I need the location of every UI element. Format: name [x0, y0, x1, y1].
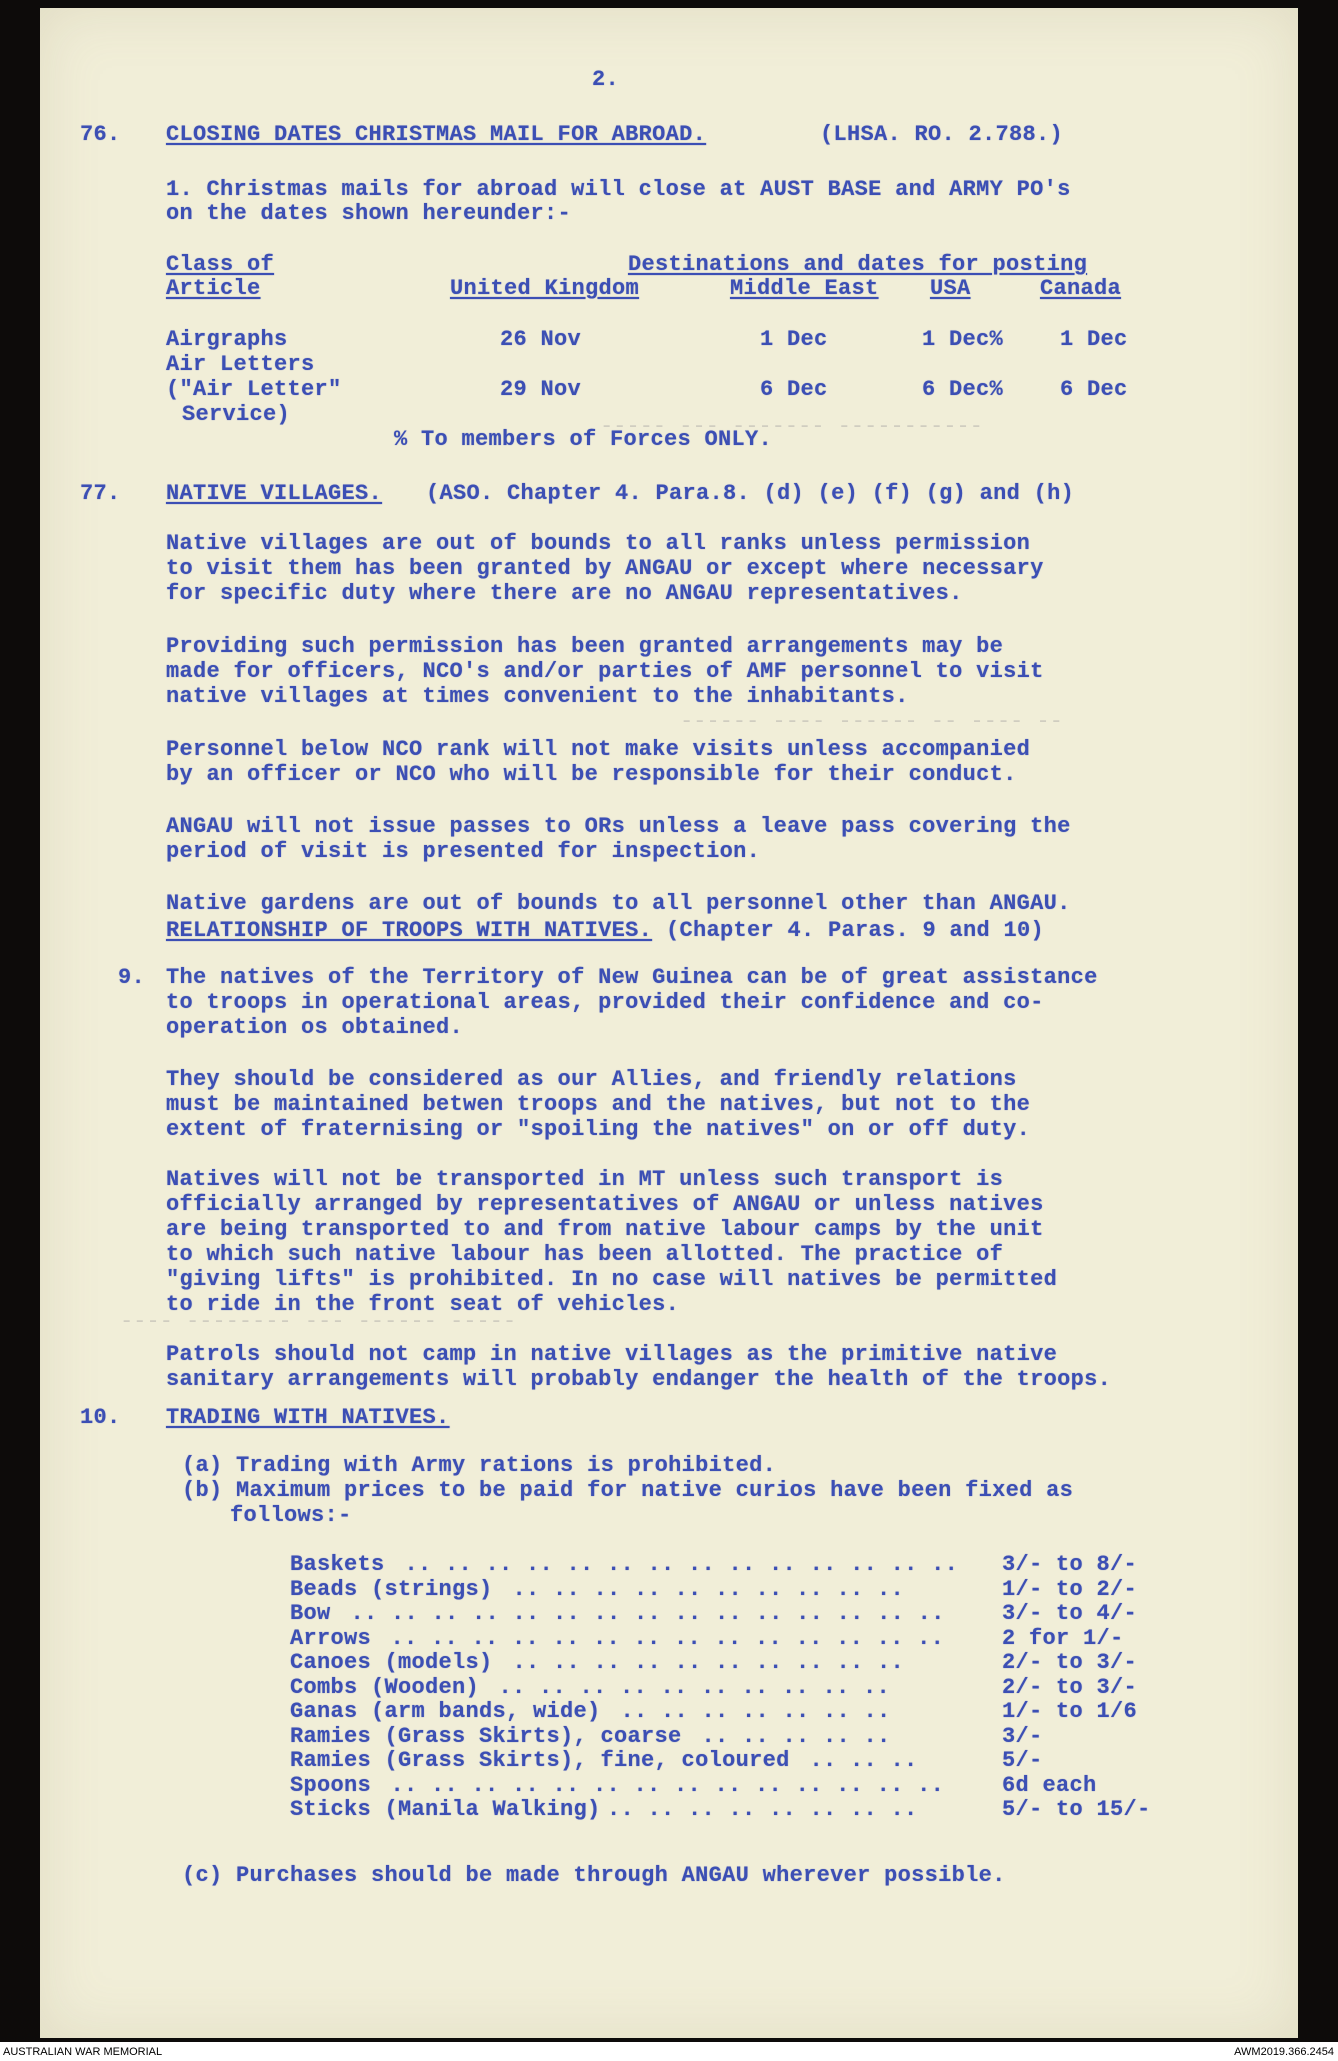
- section-77-reference: (ASO. Chapter 4. Para.8. (d) (e) (f) (g) and (h): [426, 481, 1075, 506]
- price-value: 2/- to 3/-: [1002, 1674, 1138, 1700]
- price-item: Sticks (Manila Walking): [290, 1797, 601, 1822]
- col-header-usa: USA: [930, 276, 971, 301]
- para-line: Personnel below NCO rank will not make visits unless accompanied: [166, 737, 1031, 762]
- section-77-title: NATIVE VILLAGES.: [166, 481, 383, 506]
- table-cell-canada: 6 Dec: [1060, 377, 1128, 402]
- table-cell-me: 6 Dec: [760, 377, 828, 402]
- para-line: for specific duty where there are no ANGAU representatives.: [166, 581, 963, 606]
- price-item: Canoes (models): [290, 1650, 493, 1675]
- para-line: Patrols should not camp in native villages as the primitive native: [166, 1342, 1058, 1367]
- price-value: 5/-: [1002, 1748, 1043, 1773]
- price-leader-dots: .. .. .. .. .. .. .. .. .. .. .. .. .. .. ..: [337, 1601, 945, 1626]
- para-line: "giving lifts" is prohibited. In no case will natives be permitted: [166, 1267, 1058, 1292]
- section-76-para-line: 1. Christmas mails for abroad will close at AUST BASE and ARMY PO's: [166, 177, 1071, 202]
- col-header-destinations: Destinations and dates for posting: [628, 252, 1088, 277]
- price-value: 5/- to 15/-: [1002, 1797, 1151, 1822]
- price-leader-dots: .. .. .. .. .. .. .. .. .. .. .. .. .. ..: [377, 1625, 945, 1651]
- price-item: Ramies (Grass Skirts), fine, coloured: [290, 1748, 790, 1773]
- para-line: made for officers, NCO's and/or parties of AMF personnel to visit: [166, 659, 1044, 684]
- para-line: Native villages are out of bounds to all ranks unless permission: [166, 531, 1031, 556]
- para-line: to troops in operational areas, provided their confidence and co-: [166, 990, 1044, 1015]
- archive-credit: AUSTRALIAN WAR MEMORIAL: [3, 2046, 163, 2058]
- relationship-title: RELATIONSHIP OF TROOPS WITH NATIVES.: [166, 918, 653, 943]
- para-line: to which such native labour has been allotted. The practice of: [166, 1242, 1004, 1267]
- bleed-through-text: ----------- ------- --- -----: [600, 414, 983, 439]
- para-line: Natives will not be transported in MT unless such transport is: [166, 1167, 1004, 1192]
- document-page: [40, 8, 1298, 2038]
- price-leader-dots: .. .. .. .. .. .. ..: [607, 1699, 891, 1724]
- bleed-through-text: -- ---- -- ------ ---- ------: [680, 709, 1063, 734]
- item-c: (c) Purchases should be made through ANGAU wherever possible.: [182, 1863, 1006, 1888]
- price-item: Beads (strings): [290, 1576, 493, 1602]
- price-value: 3/-: [1002, 1723, 1043, 1749]
- para-line: operation os obtained.: [166, 1015, 464, 1040]
- price-value: 2 for 1/-: [1002, 1625, 1124, 1651]
- section-10-number: 10.: [80, 1405, 121, 1430]
- table-cell-canada: 1 Dec: [1060, 327, 1128, 352]
- price-leader-dots: .. .. .. .. .. .. .. .. .. .. .. .. .. ..: [377, 1772, 945, 1798]
- section-77-number: 77.: [80, 481, 121, 506]
- para-line: by an officer or NCO who will be responsible for their conduct.: [166, 762, 1017, 787]
- table-cell-article: Service): [182, 402, 291, 427]
- item-b: (b) Maximum prices to be paid for native curios have been fixed as: [182, 1478, 1074, 1503]
- price-item: Ramies (Grass Skirts), coarse: [290, 1723, 682, 1749]
- para-line: officially arranged by representatives of ANGAU or unless natives: [166, 1192, 1044, 1217]
- table-cell-uk: 29 Nov: [500, 377, 582, 402]
- para-line: to visit them has been granted by ANGAU or except where necessary: [166, 556, 1044, 581]
- para-line: The natives of the Territory of New Guinea can be of great assistance: [166, 965, 1098, 990]
- table-cell-article: Airgraphs: [166, 327, 288, 352]
- para-line: are being transported to and from native labour camps by the unit: [166, 1217, 1044, 1242]
- col-header-middle-east: Middle East: [730, 276, 879, 301]
- price-value: 1/- to 1/6: [1002, 1699, 1138, 1724]
- section-76-reference: (LHSA. RO. 2.788.): [820, 122, 1064, 147]
- col-header-article: Article: [166, 276, 261, 301]
- section-76-number: 76.: [80, 122, 121, 147]
- col-header-uk: United Kingdom: [450, 276, 640, 301]
- para-line: extent of fraternising or "spoiling the natives" on or off duty.: [166, 1117, 1031, 1142]
- item-a: (a) Trading with Army rations is prohibited.: [182, 1453, 777, 1478]
- price-item: Ganas (arm bands, wide): [290, 1699, 601, 1724]
- table-cell-usa: 1 Dec%: [922, 327, 1004, 352]
- para-line: sanitary arrangements will probably endanger the health of the troops.: [166, 1367, 1112, 1392]
- price-value: 3/- to 8/-: [1002, 1552, 1138, 1577]
- price-value: 2/- to 3/-: [1002, 1650, 1138, 1675]
- price-item: Spoons: [290, 1772, 372, 1798]
- price-value: 3/- to 4/-: [1002, 1601, 1138, 1626]
- archive-accession-number: AWM2019.366.2454: [1234, 2046, 1334, 2058]
- price-leader-dots: .. .. .. .. .. .. .. ..: [607, 1797, 918, 1822]
- price-value: 1/- to 2/-: [1002, 1576, 1138, 1602]
- table-cell-article: ("Air Letter": [166, 377, 342, 402]
- table-cell-usa: 6 Dec%: [922, 377, 1004, 402]
- section-76-para-line: on the dates shown hereunder:-: [166, 201, 572, 226]
- price-leader-dots: .. .. .. .. ..: [688, 1723, 891, 1749]
- col-header-canada: Canada: [1040, 276, 1122, 301]
- table-cell-article: Air Letters: [166, 352, 315, 377]
- para-9-number: 9.: [118, 965, 146, 990]
- section-10-title: TRADING WITH NATIVES.: [166, 1405, 450, 1430]
- para-line: Providing such permission has been granted arrangements may be: [166, 634, 1004, 659]
- relationship-reference: (Chapter 4. Paras. 9 and 10): [666, 918, 1045, 943]
- price-item: Combs (Wooden): [290, 1674, 480, 1700]
- price-item: Bow: [290, 1601, 331, 1626]
- para-line: native villages at times convenient to the inhabitants.: [166, 684, 909, 709]
- para-line: period of visit is presented for inspection.: [166, 839, 761, 864]
- col-header-class: Class of: [166, 252, 275, 277]
- item-b: follows:-: [230, 1503, 352, 1528]
- price-value: 6d each: [1002, 1772, 1097, 1798]
- para-line: Native gardens are out of bounds to all personnel other than ANGAU.: [166, 891, 1071, 916]
- section-76-title: CLOSING DATES CHRISTMAS MAIL FOR ABROAD.: [166, 122, 707, 147]
- para-line: They should be considered as our Allies, and friendly relations: [166, 1067, 1017, 1092]
- price-item: Baskets: [290, 1552, 385, 1577]
- price-leader-dots: .. .. ..: [796, 1748, 918, 1773]
- price-leader-dots: .. .. .. .. .. .. .. .. .. ..: [499, 1650, 905, 1675]
- price-leader-dots: .. .. .. .. .. .. .. .. .. .. .. .. .. ..: [391, 1552, 959, 1577]
- price-leader-dots: .. .. .. .. .. .. .. .. .. ..: [485, 1674, 891, 1700]
- price-leader-dots: .. .. .. .. .. .. .. .. .. ..: [499, 1576, 905, 1602]
- table-cell-uk: 26 Nov: [500, 327, 582, 352]
- para-line: to ride in the front seat of vehicles.: [166, 1292, 680, 1317]
- table-cell-me: 1 Dec: [760, 327, 828, 352]
- para-line: must be maintained betwen troops and the natives, but not to the: [166, 1092, 1031, 1117]
- price-item: Arrows: [290, 1625, 372, 1651]
- para-line: ANGAU will not issue passes to ORs unless a leave pass covering the: [166, 814, 1071, 839]
- table-footnote: % To members of Forces ONLY.: [394, 427, 773, 452]
- page-number: 2.: [592, 67, 620, 92]
- bleed-through-text: ----- ------ --- -------- ----: [120, 1309, 517, 1334]
